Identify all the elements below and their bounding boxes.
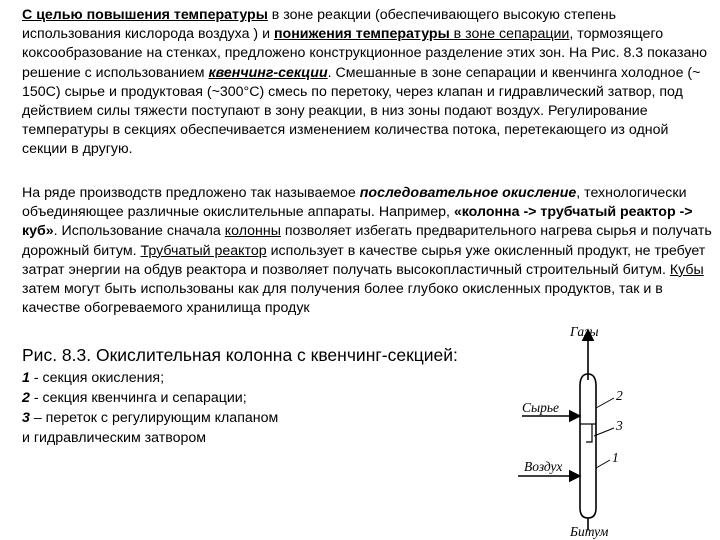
text-segment: использует в качестве сырья уже окисленный продукт, не требует затрат энергии на обдув реактора и позволяет получать высокопластичный строительный битум. [22, 242, 706, 278]
paragraph-quench-section [22, 6, 712, 160]
overflow-pipe [586, 424, 592, 442]
text-segment: . Использование сначала [53, 223, 225, 240]
link-columns[interactable]: колонны [224, 223, 281, 240]
callout-line-3 [594, 428, 614, 436]
column-body [580, 374, 596, 518]
figure-caption: Рис. 8.3. Окислительная колонна с квенчинг-секцией: [22, 345, 458, 365]
text-segment: , технологически объединяющее различные окислительные аппараты. Например, [22, 185, 687, 221]
label-2: 2 [616, 388, 623, 403]
oxidation-column-diagram [500, 318, 660, 540]
label-bitumen: Битум [570, 524, 609, 539]
text-segment: затем могут быть использованы как для получения более глубоко окисленных продуктов, так и в качестве обогреваемого хранилища продук [22, 281, 663, 317]
paragraph-sequential-oxidation [22, 184, 712, 318]
legend-item [22, 388, 278, 408]
figure-legend [22, 368, 278, 448]
legend-number: 2 [22, 390, 30, 406]
term-sequential-oxidation: последовательное окисление [359, 185, 577, 201]
callout-line-1 [596, 460, 610, 468]
legend-number: 1 [22, 370, 30, 386]
link-cubes[interactable]: Кубы [669, 261, 704, 278]
legend-item [22, 368, 278, 388]
text-separation-zone: в зоне сепарации [449, 26, 570, 43]
text-segment: позволяет избегать предварительного нагрева сырья и получать дорожный битум. [22, 223, 712, 259]
text-segment: в зоне реакции (обеспечивающего высокую степень использования кислорода воздуха ) и [22, 7, 616, 43]
legend-text: - секция квенчинга и сепарации; [29, 390, 247, 406]
label-3: 3 [616, 418, 623, 433]
text-segment: На ряде производств предложено так называемое [22, 185, 360, 201]
label-feed: Сырье [522, 400, 560, 415]
text-segment: , тормозящего коксообразование на стенках, предложено конструкционное разделение этих зон. На Рис. 8.3 показано решение с использованием [22, 26, 708, 81]
callout-line-2 [596, 398, 614, 408]
legend-item [22, 408, 278, 428]
text-segment: . Смешанные в зоне сепарации и квенчинга холодное (~ 150С) сырье и продуктовая (~300°С) смесь по перетоку, через клапан и гидравлический затвор, под действием силы тяжести поступают в зону реакции, в низ зоны подают воздух. Регулирование температуры в секциях обеспечивается изменением количества потока, перетекающего из одной секции в другую. [22, 64, 701, 158]
term-column-reactor-cube: «колонна -> трубчатый реактор -> куб» [22, 204, 693, 240]
label-gases: Газы [570, 324, 599, 339]
legend-text: - секция окисления; [29, 370, 165, 386]
legend-text: – переток с регулирующим клапаном [29, 410, 279, 426]
link-tubular-reactor[interactable]: Трубчатый реактор [140, 242, 267, 259]
term-temperature-increase: С целью повышения температуры [22, 7, 268, 23]
legend-number: 3 [22, 410, 30, 426]
term-quench-section: квенчинг-секции [208, 64, 328, 81]
label-1: 1 [612, 450, 619, 465]
legend-item [22, 428, 278, 448]
term-temperature-decrease: понижения температуры [273, 26, 450, 43]
label-air: Воздух [524, 459, 563, 474]
legend-text: и гидравлическим затвором [22, 430, 207, 446]
